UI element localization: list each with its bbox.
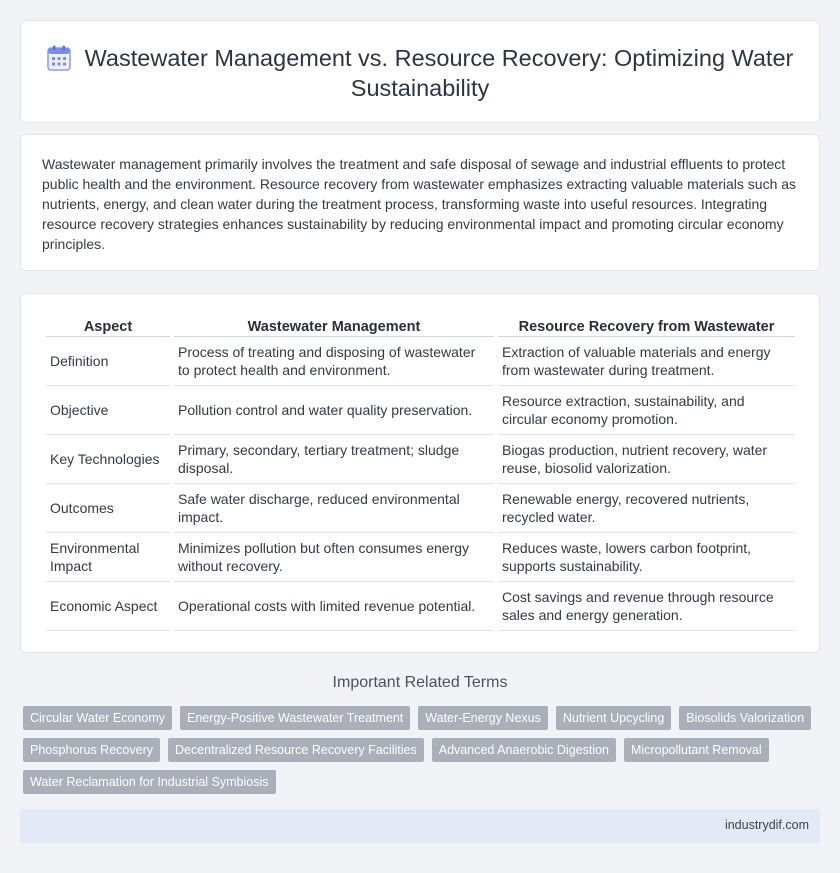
comparison-table <box>42 314 799 631</box>
cell-management: Primary, secondary, tertiary treatment; sludge disposal. <box>174 435 494 484</box>
cell-aspect: Key Technologies <box>46 435 170 484</box>
cell-management: Operational costs with limited revenue potential. <box>174 582 494 631</box>
related-term-tag[interactable]: Water-Energy Nexus <box>418 706 548 730</box>
table-row <box>46 484 795 533</box>
cell-management: Pollution control and water quality preservation. <box>174 386 494 435</box>
table-row <box>46 386 795 435</box>
related-term-tag[interactable]: Circular Water Economy <box>23 706 172 730</box>
cell-recovery: Extraction of valuable materials and energy from wastewater during treatment. <box>498 337 795 386</box>
table-row <box>46 533 795 582</box>
cell-recovery: Renewable energy, recovered nutrients, recycled water. <box>498 484 795 533</box>
header-wastewater-management: Wastewater Management <box>174 314 494 337</box>
related-terms-heading: Important Related Terms <box>332 674 508 691</box>
related-term-tag[interactable]: Nutrient Upcycling <box>556 706 671 730</box>
related-term-tag[interactable]: Phosphorus Recovery <box>23 738 160 762</box>
footer-site-link[interactable]: industrydif.com <box>724 818 809 832</box>
related-term-tag[interactable]: Energy-Positive Wastewater Treatment <box>180 706 410 730</box>
cell-aspect: Objective <box>46 386 170 435</box>
related-term-tag[interactable]: Advanced Anaerobic Digestion <box>432 738 616 762</box>
intro-paragraph: Wastewater management primarily involves the treatment and safe disposal of sewage and industrial effluents to protect public health and the environment. Resource recovery from wastewater emphasizes extracting valuable materials such as nutrients, energy, and clean water during the treatment process, transforming waste into useful resources. Integrating resource recovery strategies enhances sustainability by reducing environmental impact and promoting circular economy principles. <box>42 156 797 252</box>
table-row <box>46 582 795 631</box>
table-row <box>46 337 795 386</box>
cell-management: Process of treating and disposing of wastewater to protect health and environment. <box>174 337 494 386</box>
related-term-tag[interactable]: Decentralized Resource Recovery Facilities <box>168 738 424 762</box>
intro-card <box>20 134 820 271</box>
cell-management: Minimizes pollution but often consumes energy without recovery. <box>174 533 494 582</box>
footer-bar <box>20 809 820 843</box>
header-aspect: Aspect <box>46 314 170 337</box>
related-term-tag[interactable]: Water Reclamation for Industrial Symbiosis <box>23 770 276 794</box>
cell-aspect: Environmental Impact <box>46 533 170 582</box>
cell-aspect: Outcomes <box>46 484 170 533</box>
related-terms-list <box>23 706 813 794</box>
table-header-row <box>46 314 795 337</box>
page-title-text: Wastewater Management vs. Resource Recovery: Optimizing Water Sustainability <box>84 45 794 101</box>
cell-aspect: Definition <box>46 337 170 386</box>
title-card <box>20 20 820 123</box>
cell-recovery: Reduces waste, lowers carbon footprint, supports sustainability. <box>498 533 795 582</box>
related-term-tag[interactable]: Micropollutant Removal <box>624 738 769 762</box>
comparison-card <box>20 293 820 653</box>
cell-recovery: Biogas production, nutrient recovery, water reuse, biosolid valorization. <box>498 435 795 484</box>
cell-aspect: Economic Aspect <box>46 582 170 631</box>
cell-recovery: Resource extraction, sustainability, and circular economy promotion. <box>498 386 795 435</box>
page-title <box>21 43 819 103</box>
header-resource-recovery: Resource Recovery from Wastewater <box>498 314 795 337</box>
calendar-grid-icon <box>47 45 71 71</box>
cell-recovery: Cost savings and revenue through resource sales and energy generation. <box>498 582 795 631</box>
table-row <box>46 435 795 484</box>
cell-management: Safe water discharge, reduced environmental impact. <box>174 484 494 533</box>
related-term-tag[interactable]: Biosolids Valorization <box>679 706 811 730</box>
